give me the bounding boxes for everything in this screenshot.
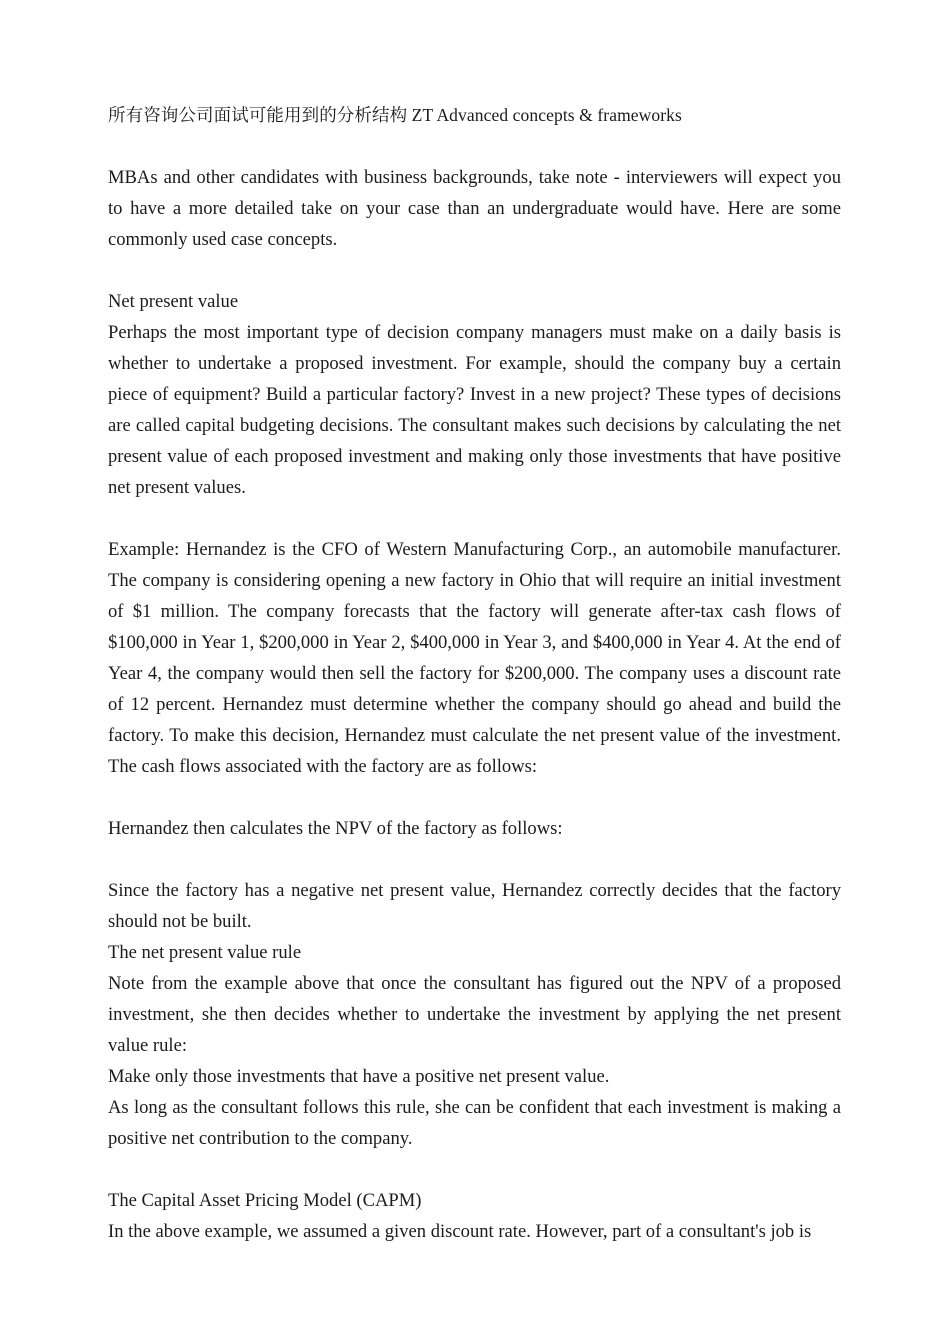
paragraph-negative-npv: Since the factory has a negative net present value, Hernandez correctly decides that the factory should not be built.	[108, 880, 841, 932]
spacer-after-calc-lead	[108, 844, 841, 875]
spacer-after-example	[108, 782, 841, 813]
paragraph-npv-rule-body: Note from the example above that once the consultant has figured out the NPV of a proposed investment, she then decides whether to undertake the investment by applying the net present value rule:	[108, 973, 841, 1056]
paragraph-npv-calc-lead: Hernandez then calculates the NPV of the factory as follows:	[108, 818, 563, 839]
spacer-before-capm	[108, 1154, 841, 1185]
paragraph-npv-rule-statement: Make only those investments that have a positive net present value.	[108, 1066, 610, 1087]
spacer-after-intro	[108, 255, 841, 286]
paragraph-example-hernandez: Example: Hernandez is the CFO of Western Manufacturing Corp., an automobile manufacturer. The company is considering opening a new factory in Ohio that will require an initial investment of $1 million. The company forecasts that the factory will generate after-tax cash flows of $100,000 in Year 1, $200,000 in Year 2, $400,000 in Year 3, and $400,000 in Year 4. At the end of Year 4, the company would then sell the factory for $200,000. The company uses a discount rate of 12 percent. Hernandez must determine whether the company should go ahead and build the factory. To make this decision, Hernandez must calculate the net present value of the investment. The cash flows associated with the factory are as follows:	[108, 539, 841, 777]
paragraph-npv-rule-followup: As long as the consultant follows this rule, she can be confident that each investment is making a positive net contribution to the company.	[108, 1097, 841, 1149]
paragraph-intro: MBAs and other candidates with business backgrounds, take note - interviewers will expect you to have a more detailed take on your case than an undergraduate would have. Here are some commonly used case concepts.	[108, 167, 841, 250]
document-title: 所有咨询公司面试可能用到的分析结构 ZT Advanced concepts & frameworks	[108, 105, 682, 125]
heading-net-present-value: Net present value	[108, 291, 239, 312]
paragraph-capm-body: In the above example, we assumed a given discount rate. However, part of a consultant's job is	[108, 1221, 812, 1242]
spacer-after-title	[108, 131, 841, 162]
paragraph-npv-body: Perhaps the most important type of decision company managers must make on a daily basis is whether to undertake a proposed investment. For example, should the company buy a certain piece of equipment? Build a particular factory? Invest in a new project? These types of decisions are called capital budgeting decisions. The consultant makes such decisions by calculating the net present value of each proposed investment and making only those investments that have positive net present values.	[108, 322, 841, 498]
heading-capm: The Capital Asset Pricing Model (CAPM)	[108, 1190, 422, 1211]
heading-npv-rule: The net present value rule	[108, 942, 302, 963]
spacer-after-npv-body	[108, 503, 841, 534]
